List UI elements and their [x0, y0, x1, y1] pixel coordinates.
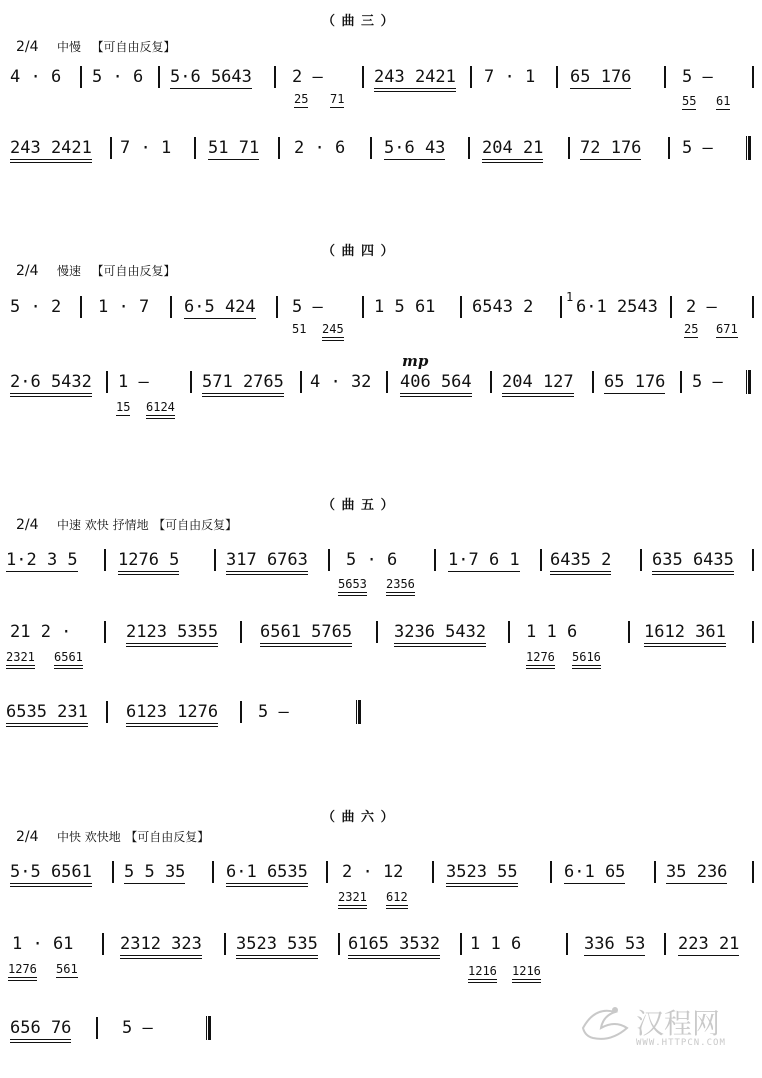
measure: 5 – [292, 297, 323, 317]
barline [170, 296, 172, 318]
section-title: （ 曲 四 ） [322, 244, 395, 259]
time-signature: 2/4 [16, 829, 39, 845]
barline [664, 66, 666, 88]
lower-voice: 25 [294, 92, 309, 106]
measure: 2 · 6 [294, 138, 346, 158]
section-title: （ 曲 六 ） [322, 810, 395, 825]
measure: 1 1 6 [470, 934, 522, 954]
lower-voice: 6561 [54, 650, 83, 669]
measure: 406 564 [400, 372, 472, 397]
time-signature: 2/4 [16, 39, 39, 55]
measure: 243 2421 [374, 67, 456, 92]
lower-voice: 561 [56, 962, 78, 976]
tempo-marking: 中快 欢快地 [56, 830, 121, 844]
barline [568, 137, 570, 159]
lower-voice: 6124 [146, 400, 175, 419]
measure: 223 21 [678, 934, 740, 954]
measure: 6·1 6535 [226, 862, 308, 887]
repeat-tag: 【可自由反复】 [125, 830, 210, 844]
barline [362, 296, 364, 318]
barline [550, 861, 552, 883]
barline [460, 933, 462, 955]
grace-note: 1 [566, 290, 574, 304]
barline [592, 371, 594, 393]
barline [752, 296, 754, 318]
measure: 65 176 [604, 372, 666, 392]
barline [654, 861, 656, 883]
lower-voice: 245 [322, 322, 344, 341]
barline [470, 66, 472, 88]
barline [102, 933, 104, 955]
barline [628, 621, 630, 643]
barline [752, 66, 754, 88]
barline [432, 861, 434, 883]
lower-voice: 2321 [6, 650, 35, 669]
barline [104, 549, 106, 571]
measure: 204 21 [482, 138, 543, 163]
barline [106, 371, 108, 393]
barline [460, 296, 462, 318]
barline [328, 549, 330, 571]
barline [670, 296, 672, 318]
measure: 72 176 [580, 138, 642, 158]
measure: 3523 55 [446, 862, 518, 887]
barline [106, 701, 108, 723]
measure: 5·6 5643 [170, 67, 252, 87]
measure: 1 – [118, 372, 149, 392]
measure: 4 · 6 [10, 67, 62, 87]
measure: 1 · 61 [12, 934, 74, 954]
section-meta [16, 262, 175, 279]
lower-voice: 71 [330, 92, 345, 106]
lower-voice: 1276 [8, 962, 37, 981]
barline [752, 861, 754, 883]
barline [194, 137, 196, 159]
measure: 1 5 61 [374, 297, 436, 317]
barline [376, 621, 378, 643]
barline [556, 66, 558, 88]
lower-voice: 612 [386, 890, 408, 909]
measure: 2 · 12 [342, 862, 404, 882]
barline [240, 621, 242, 643]
measure: 5 – [258, 702, 289, 722]
barline [752, 621, 754, 643]
measure: 5 – [682, 67, 713, 87]
lower-voice: 25 [684, 322, 699, 336]
tempo-marking: 中慢 [56, 40, 81, 54]
measure: 5 5 35 [124, 862, 186, 882]
barline [190, 371, 192, 393]
measure: 317 6763 [226, 550, 308, 575]
measure: 656 76 [10, 1018, 71, 1043]
measure: 5 – [682, 138, 713, 158]
barline [664, 933, 666, 955]
measure: 7 · 1 [120, 138, 172, 158]
measure: 6535 231 [6, 702, 88, 727]
barline [434, 549, 436, 571]
measure: 1276 5 [118, 550, 179, 575]
barline [508, 621, 510, 643]
barline [680, 371, 682, 393]
barline [362, 66, 364, 88]
measure: 3523 535 [236, 934, 318, 959]
measure: 6123 1276 [126, 702, 218, 727]
measure: 6·1 65 [564, 862, 626, 882]
measure: 5·6 43 [384, 138, 446, 158]
measure: 4 · 32 [310, 372, 372, 392]
barline [468, 137, 470, 159]
measure: 6543 2 [472, 297, 534, 317]
lower-voice: 5653 [338, 577, 367, 596]
barline [96, 1017, 98, 1039]
measure: 6435 2 [550, 550, 611, 575]
barline [668, 137, 670, 159]
tempo-marking: 慢速 [56, 264, 81, 278]
measure: 35 236 [666, 862, 728, 882]
measure: 1 · 7 [98, 297, 150, 317]
measure: 1 1 6 [526, 622, 578, 642]
barline [80, 66, 82, 88]
measure: 2 – [686, 297, 717, 317]
measure: 65 176 [570, 67, 632, 87]
repeat-tag: 【可自由反复】 [153, 518, 238, 532]
barline [752, 549, 754, 571]
lower-voice: 2321 [338, 890, 367, 909]
measure: 5·5 6561 [10, 862, 92, 887]
measure: 6561 5765 [260, 622, 352, 647]
barline [560, 296, 562, 318]
barline [240, 701, 242, 723]
measure: 571 2765 [202, 372, 284, 397]
final-barline [746, 370, 751, 394]
measure: 7 · 1 [484, 67, 536, 87]
barline [212, 861, 214, 883]
section-meta [16, 516, 237, 533]
measure: 5 · 6 [92, 67, 144, 87]
barline [158, 66, 160, 88]
barline [326, 861, 328, 883]
lower-voice: 5616 [572, 650, 601, 669]
watermark-text: 汉程网 [636, 1007, 721, 1040]
repeat-tag: 【可自由反复】 [91, 40, 176, 54]
barline [640, 549, 642, 571]
barline [338, 933, 340, 955]
lower-voice: 1276 [526, 650, 555, 669]
measure: 2·6 5432 [10, 372, 92, 397]
barline [214, 549, 216, 571]
barline [490, 371, 492, 393]
repeat-tag: 【可自由反复】 [91, 264, 176, 278]
section-title: （ 曲 三 ） [322, 14, 395, 29]
lower-voice: 55 [682, 94, 697, 108]
barline [224, 933, 226, 955]
measure: 6·1 2543 [576, 297, 658, 317]
final-barline [746, 136, 751, 160]
measure: 635 6435 [652, 550, 734, 575]
dynamic-marking: mp [402, 352, 429, 370]
barline [300, 371, 302, 393]
measure: 336 53 [584, 934, 646, 954]
measure: 1612 361 [644, 622, 726, 647]
lower-voice: 1216 [468, 964, 497, 983]
measure: 5 – [122, 1018, 153, 1038]
barline [276, 296, 278, 318]
final-barline [356, 700, 361, 724]
section-title: （ 曲 五 ） [322, 498, 395, 513]
lower-voice: 61 [716, 94, 731, 108]
measure: 204 127 [502, 372, 574, 397]
measure: 6·5 424 [184, 297, 256, 317]
measure: 1·2 3 5 [6, 550, 78, 570]
measure: 5 · 6 [346, 550, 398, 570]
time-signature: 2/4 [16, 517, 39, 533]
measure: 6165 3532 [348, 934, 440, 959]
lower-voice: 671 [716, 322, 738, 336]
time-signature: 2/4 [16, 263, 39, 279]
barline [112, 861, 114, 883]
measure: 1·7 6 1 [448, 550, 520, 570]
measure: 2123 5355 [126, 622, 218, 647]
measure: 51 71 [208, 138, 260, 158]
measure: 21 2 · [10, 622, 72, 642]
measure: 2312 323 [120, 934, 202, 959]
barline [370, 137, 372, 159]
barline [110, 137, 112, 159]
tempo-marking: 中速 欢快 抒情地 [56, 518, 149, 532]
lower-voice: 1216 [512, 964, 541, 983]
watermark-url: WWW.HTTPCN.COM [636, 1038, 726, 1048]
measure: 243 2421 [10, 138, 92, 163]
lower-voice: 15 [116, 400, 131, 414]
section-meta [16, 828, 209, 845]
measure: 3236 5432 [394, 622, 486, 647]
measure: 2 – [292, 67, 323, 87]
lower-voice: 51 [292, 322, 307, 336]
barline [566, 933, 568, 955]
barline [386, 371, 388, 393]
watermark-logo-icon [575, 998, 635, 1048]
barline [278, 137, 280, 159]
final-barline [206, 1016, 211, 1040]
barline [80, 296, 82, 318]
barline [104, 621, 106, 643]
measure: 5 · 2 [10, 297, 62, 317]
lower-voice: 2356 [386, 577, 415, 596]
measure: 5 – [692, 372, 723, 392]
section-meta [16, 38, 175, 55]
barline [274, 66, 276, 88]
barline [540, 549, 542, 571]
